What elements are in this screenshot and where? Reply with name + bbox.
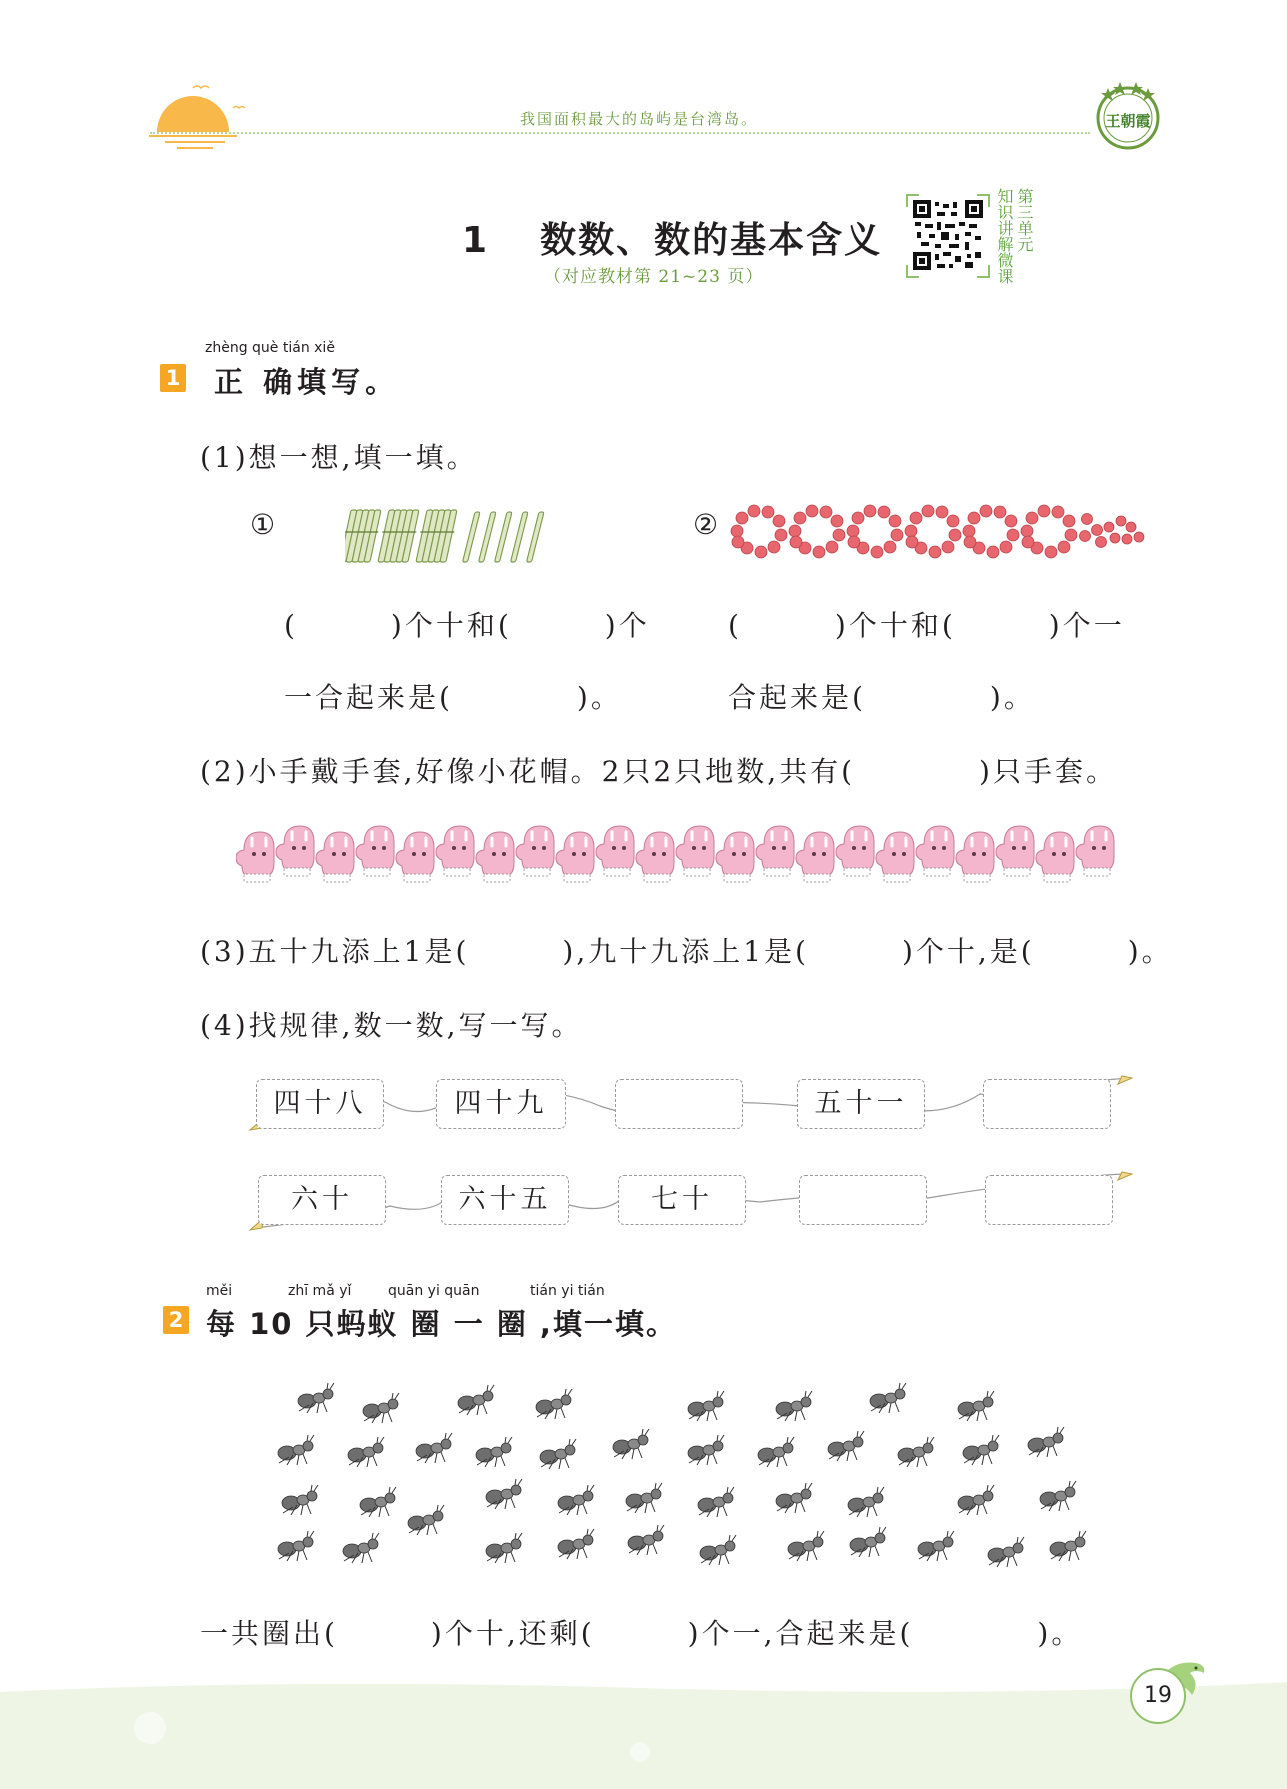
dot-groups-illustration (727, 503, 1157, 565)
q1-p1-right-line1: ( )个十和( )个一 (728, 609, 1125, 642)
microlesson-label: 知识讲解微课 (995, 188, 1014, 284)
header-motto: 我国面积最大的岛屿是台湾岛。 (520, 110, 759, 128)
footer-background (0, 1668, 1287, 1789)
sequence-row1-box-5[interactable] (983, 1079, 1111, 1129)
title-number: 1 (462, 220, 490, 261)
q1-p2-text: (2)小手戴手套,好像小花帽。2只2只地数,共有( )只手套。 (200, 755, 1117, 788)
page-number: 19 (1130, 1668, 1186, 1724)
q2-answer-line: 一共圈出( )个十,还剩( )个一,合起来是( )。 (200, 1617, 1083, 1650)
header-divider (150, 132, 1090, 134)
unit-label: 第三单元 (1015, 188, 1034, 252)
sequence-row1-box-3[interactable] (615, 1079, 743, 1129)
q2-pinyin-1: měi (206, 1283, 233, 1299)
q2-pinyin-2: zhī mǎ yǐ (288, 1283, 352, 1299)
sequence-row1-box-1: 四十八 (256, 1079, 384, 1129)
q1-p1-right-line2: 合起来是( )。 (728, 681, 1035, 714)
q2-pinyin-4: tián yi tián (530, 1283, 605, 1299)
sunset-decoration (145, 80, 255, 150)
q2-heading: 每 10 只蚂蚁 圈 一 圈 ,填一填。 (206, 1307, 677, 1341)
q1-p3-text: (3)五十九添上1是( ),九十九添上1是( )个十,是( )。 (200, 935, 1173, 968)
q1-heading: 正 确填写。 (214, 365, 400, 399)
marker-1: ① (250, 508, 279, 541)
marker-2: ② (693, 508, 722, 541)
brand-logo (1092, 78, 1164, 150)
q1-p4-label: (4)找规律,数一数,写一写。 (200, 1009, 583, 1042)
q1-p1-label: (1)想一想,填一填。 (200, 441, 478, 474)
sequence-row2-box-2: 六十五 (441, 1175, 569, 1225)
logo-text: 王朝霞 (1105, 112, 1151, 130)
ants-illustration (265, 1375, 1105, 1575)
page-title (462, 212, 882, 263)
sequence-row2-box-3: 七十 (618, 1175, 746, 1225)
sequence-row2-box-1: 六十 (258, 1175, 386, 1225)
counting-sticks-illustration (345, 506, 560, 570)
q1-p1-left-line1: ( )个十和( )个 (284, 609, 650, 642)
sequence-row2-box-5[interactable] (985, 1175, 1113, 1225)
q2-number-badge: 2 (163, 1306, 189, 1334)
mittens-illustration (236, 822, 1146, 890)
sequence-row1-box-4: 五十一 (797, 1079, 925, 1129)
q1-number-badge: 1 (160, 364, 186, 392)
q1-p1-left-line2: 一合起来是( )。 (284, 681, 622, 714)
title-text: 数数、数的基本含义 (540, 220, 883, 261)
qr-code[interactable] (913, 200, 983, 270)
sequence-row2-box-4[interactable] (799, 1175, 927, 1225)
q1-pinyin: zhèng què tián xiě (205, 340, 335, 356)
title-subtitle: （对应教材第 21~23 页） (544, 267, 764, 287)
sequence-row1-box-2: 四十九 (436, 1079, 566, 1129)
q2-pinyin-3: quān yi quān (388, 1283, 480, 1299)
